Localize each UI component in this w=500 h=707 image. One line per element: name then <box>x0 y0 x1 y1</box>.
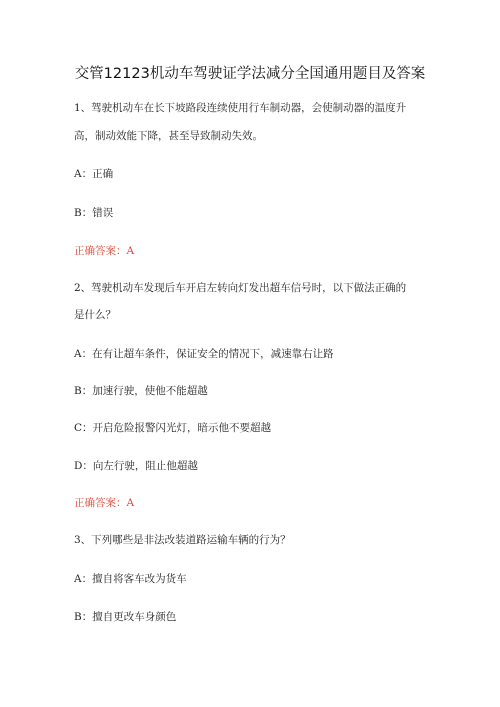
question-1-option-b: B：错误 <box>74 207 114 219</box>
page-title: 交管12123机动车驾驶证学法减分全国通用题目及答案 <box>74 66 426 82</box>
question-1-text-line-1: 1、驾驶机动车在长下坡路段连续使用行车制动器，会使制动器的温度升 <box>74 102 407 114</box>
question-2-answer: 正确答案：A <box>74 497 135 509</box>
question-2-option-b: B：加速行驶，使他不能超越 <box>74 385 208 397</box>
question-3-option-b: B：擅自更改车身颜色 <box>74 611 177 623</box>
question-3-text-line-1: 3、下列哪些是非法改装道路运输车辆的行为？ <box>74 534 291 546</box>
question-3-option-a: A：擅自将客车改为货车 <box>74 573 187 585</box>
question-2-option-d: D：向左行驶，阻止他超越 <box>74 460 198 472</box>
question-2-text-line-2: 是什么？ <box>74 309 116 321</box>
question-2-option-a: A：在有让超车条件，保证安全的情况下，减速靠右让路 <box>74 348 334 360</box>
question-2-text-line-1: 2、驾驶机动车发现后车开启左转向灯发出超车信号时，以下做法正确的 <box>74 282 407 294</box>
question-1-option-a: A：正确 <box>74 168 114 180</box>
question-2-option-c: C：开启危险报警闪光灯，暗示他不要超越 <box>74 422 272 434</box>
question-1-text-line-2: 高，制动效能下降，甚至导致制动失效。 <box>74 130 263 142</box>
question-1-answer: 正确答案：A <box>74 245 135 257</box>
